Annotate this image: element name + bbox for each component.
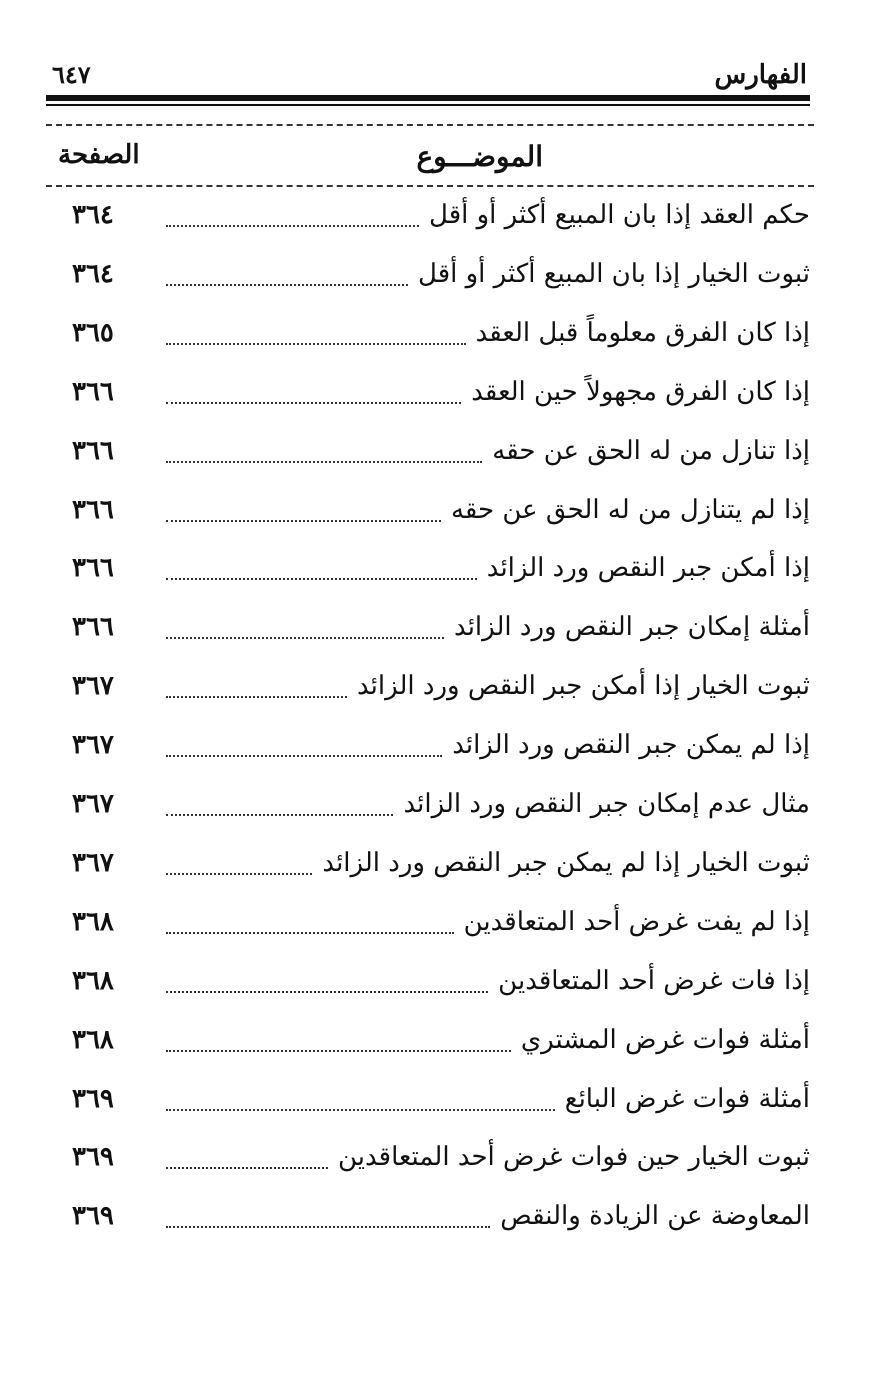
entry-topic: ثبوت الخيار إذا بان المبيع أكثر أو أقل: [418, 258, 810, 289]
entry-page-number: ٣٦٦: [72, 376, 114, 407]
entry-page-number: ٣٦٩: [72, 1083, 114, 1114]
table-top-divider: [46, 124, 814, 126]
header-rule-thin: [46, 104, 810, 106]
dot-leader: [166, 991, 488, 993]
entry-topic: إذا أمكن جبر النقص ورد الزائد: [486, 553, 810, 584]
entry-topic: إذا لم يفت غرض أحد المتعاقدين: [463, 906, 810, 937]
index-entry: [46, 730, 810, 776]
entry-topic: إذا تنازل من له الحق عن حقه: [492, 435, 810, 466]
entry-page-number: ٣٦٧: [72, 730, 114, 761]
index-entry: [46, 200, 810, 246]
entry-topic: إذا لم يمكن جبر النقص ورد الزائد: [452, 730, 810, 761]
index-entry: [46, 848, 810, 894]
entry-topic: حكم العقد إذا بان المبيع أكثر أو أقل: [429, 200, 810, 230]
index-entry: [46, 612, 810, 658]
index-entry: [46, 1084, 810, 1130]
entry-page-number: ٣٦٧: [72, 671, 114, 702]
index-entry: [46, 671, 810, 717]
entry-page-number: ٣٦٤: [72, 200, 114, 230]
dot-leader: [166, 225, 419, 227]
index-entry: [46, 495, 810, 541]
dot-leader: [166, 932, 454, 934]
entry-page-number: ٣٦٨: [72, 1024, 114, 1055]
header-page-number: ٦٤٧: [52, 60, 91, 89]
entry-page-number: ٣٦٦: [72, 494, 114, 525]
entry-topic: أمثلة إمكان جبر النقص ورد الزائد: [454, 612, 810, 643]
entry-topic: ثبوت الخيار إذا لم يمكن جبر النقص ورد الزائد: [322, 847, 810, 878]
dot-leader: [166, 520, 441, 522]
entry-topic: إذا لم يتنازل من له الحق عن حقه: [450, 494, 810, 525]
index-entry: [46, 259, 810, 305]
entry-topic: أمثلة فوات غرض المشتري: [520, 1024, 810, 1055]
table-header-divider: [46, 185, 814, 187]
column-heading-topic: الموضـــوع: [416, 140, 543, 173]
index-entry: [46, 789, 810, 835]
index-entry: [46, 1025, 810, 1071]
index-entry: [46, 907, 810, 953]
dot-leader: [166, 755, 442, 757]
entry-page-number: ٣٦٨: [72, 906, 114, 937]
dot-leader: [166, 1109, 555, 1111]
entry-page-number: ٣٦٦: [72, 612, 114, 643]
index-entry: [46, 966, 810, 1012]
dot-leader: [166, 343, 466, 345]
entry-page-number: ٣٦٧: [72, 789, 114, 819]
index-entry: [46, 1142, 810, 1188]
dot-leader: [166, 873, 312, 875]
entry-topic: إذا كان الفرق مجهولاً حين العقد: [471, 376, 810, 407]
dot-leader: [166, 461, 482, 463]
entry-page-number: ٣٦٦: [72, 553, 114, 584]
index-entry: [46, 377, 810, 423]
dot-leader: [166, 1050, 511, 1052]
entry-page-number: ٣٦٦: [72, 435, 114, 466]
entry-page-number: ٣٦٨: [72, 965, 114, 996]
index-entry: [46, 436, 810, 482]
dot-leader: [166, 402, 461, 404]
dot-leader: [166, 814, 393, 816]
index-entry: [46, 553, 810, 599]
entry-topic: إذا كان الفرق معلوماً قبل العقد: [475, 317, 810, 348]
column-heading-page: الصفحة: [58, 140, 140, 170]
entry-topic: المعاوضة عن الزيادة والنقص: [500, 1201, 810, 1232]
entry-topic: ثبوت الخيار حين فوات غرض أحد المتعاقدين: [337, 1142, 810, 1173]
dot-leader: [166, 1226, 490, 1228]
header-rule-thick: [46, 95, 810, 101]
header-title: الفهارس: [714, 60, 807, 90]
entry-page-number: ٣٦٤: [72, 258, 114, 289]
entry-topic: ثبوت الخيار إذا أمكن جبر النقص ورد الزائد: [357, 671, 810, 702]
index-entry: [46, 1201, 810, 1247]
entry-topic: مثال عدم إمكان جبر النقص ورد الزائد: [403, 789, 810, 819]
index-entry: [46, 318, 810, 364]
dot-leader: [166, 637, 444, 639]
entry-topic: إذا فات غرض أحد المتعاقدين: [498, 965, 810, 996]
entry-page-number: ٣٦٩: [72, 1201, 114, 1232]
entry-page-number: ٣٦٥: [72, 317, 114, 348]
dot-leader: [166, 696, 347, 698]
dot-leader: [166, 1167, 328, 1169]
entry-topic: أمثلة فوات غرض البائع: [564, 1083, 810, 1114]
dot-leader: [166, 284, 408, 286]
entry-page-number: ٣٦٧: [72, 847, 114, 878]
entry-page-number: ٣٦٩: [72, 1142, 114, 1173]
dot-leader: [166, 578, 477, 580]
